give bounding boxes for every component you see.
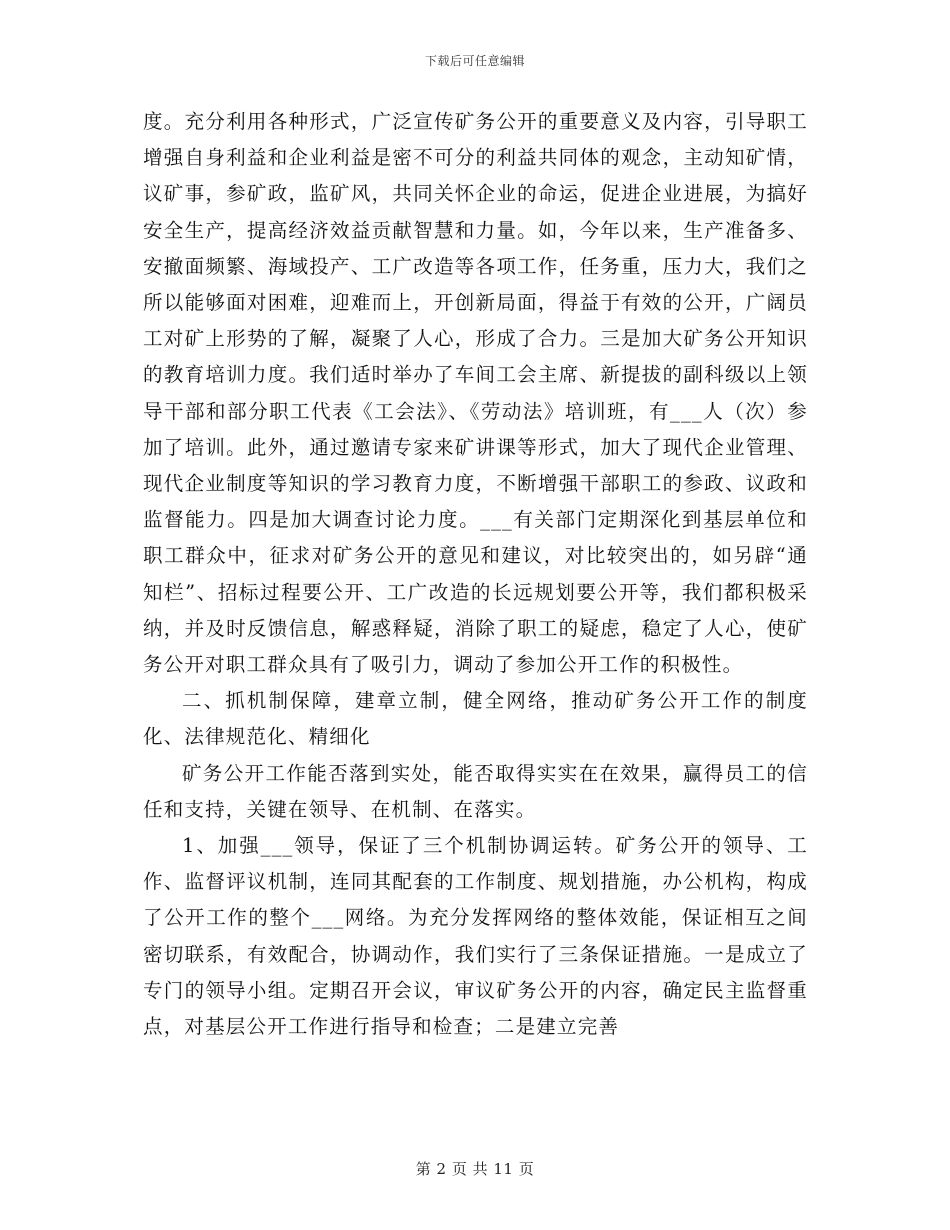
section-heading-2: 二、抓机制保障，建章立制，健全网络，推动矿务公开工作的制度化、法律规范化、精细化 <box>143 689 808 749</box>
paragraph-3: 矿务公开工作能否落到实处，能否取得实实在在效果，赢得员工的信任和支持，关键在领导、在机制、在落实。 <box>143 761 808 821</box>
paragraph-4: 1、加强___领导，保证了三个机制协调运转。矿务公开的领导、工作、监督评议机制，连同其配套的工作制度、规划措施，办公机构，构成了公开工作的整个___网络。为充分发挥网络的整体效能，保证相互之间密切联系，有效配合，协调动作，我们实行了三条保证措施。一是成立了专门的领导小组。定期召开会议，审议矿务公开的内容，确定民主监督重点，对基层公开工作进行指导和检查；二是建立完善 <box>143 834 808 1039</box>
paragraph-1: 度。充分利用各种形式，广泛宣传矿务公开的重要意义及内容，引导职工增强自身利益和企业利益是密不可分的利益共同体的观念，主动知矿情，议矿事，参矿政，监矿风，共同关怀企业的命运，促进企业进展，为搞好安全生产，提高经济效益贡献智慧和力量。如，今年以来，生产准备多、安撤面频繁、海域投产、工广改造等各项工作，任务重，压力大，我们之所以能够面对困难，迎难而上，开创新局面，得益于有效的公开，广阔员工对矿上形势的了解，凝聚了人心，形成了合力。三是加大矿务公开知识的教育培训力度。我们适时举办了车间工会主席、新提拔的副科级以上领导干部和部分职工代表《工会法》、《劳动法》培训班，有___人（次）参加了培训。此外，通过邀请专家来矿讲课等形式，加大了现代企业管理、现代企业制度等知识的学习教育力度，不断增强干部职工的参政、议政和监督能力。四是加大调查讨论力度。___有关部门定期深化到基层单位和职工群众中，征求对矿务公开的意见和建议，对比较突出的，如另辟“通知栏”、招标过程要公开、工广改造的长远规划要公开等，我们都积极采纳，并及时反馈信息，解惑释疑，消除了职工的疑虑，稳定了人心，使矿务公开对职工群众具有了吸引力，调动了参加公开工作的积极性。 <box>143 110 808 677</box>
document-body <box>143 104 808 1045</box>
page-footer: 第 2 页 共 11 页 <box>415 1160 535 1178</box>
page-header: 下载后可任意编辑 <box>424 54 525 68</box>
